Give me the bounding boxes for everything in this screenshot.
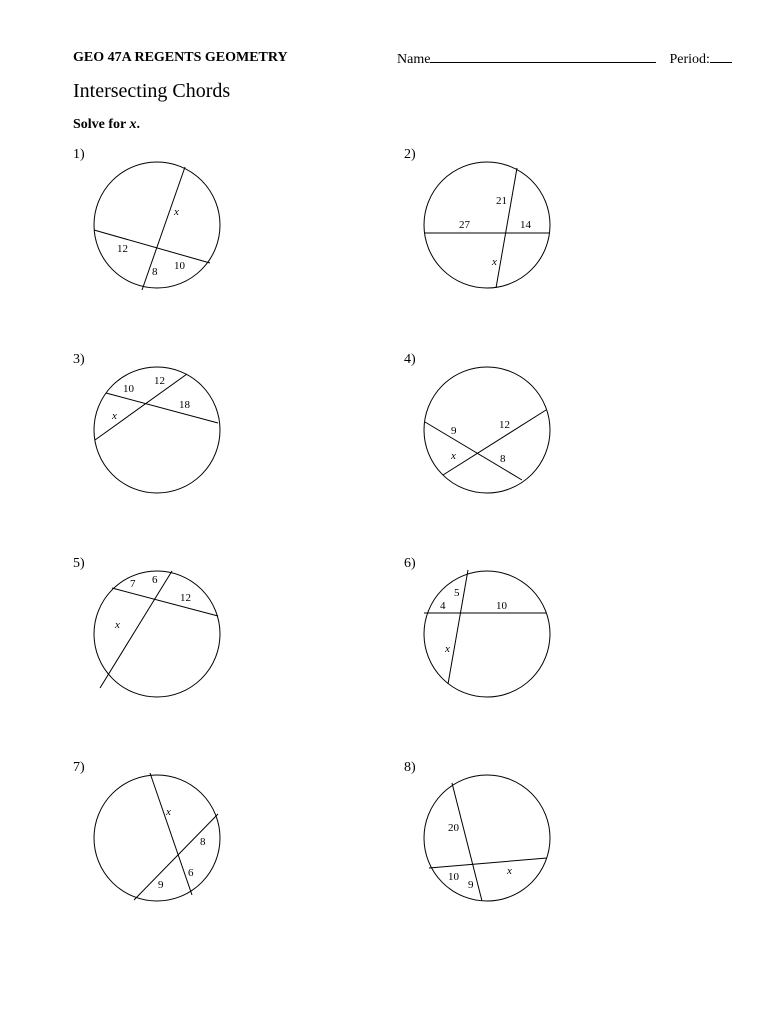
circle — [424, 571, 550, 697]
chord — [429, 858, 547, 868]
segment-label: 6 — [188, 867, 194, 879]
course-title: GEO 47A REGENTS GEOMETRY — [73, 50, 288, 65]
chord — [112, 588, 218, 616]
segment-label: 10 — [496, 600, 507, 612]
segment-label: 9 — [158, 879, 164, 891]
segment-label: x — [492, 256, 497, 268]
name-blank[interactable] — [430, 50, 656, 63]
circle — [94, 571, 220, 697]
problem-1-diagram — [90, 157, 225, 295]
problem-7-diagram — [90, 770, 225, 908]
chord — [496, 168, 517, 288]
problem-8-diagram — [420, 770, 555, 908]
segment-label: x — [451, 450, 456, 462]
chord — [94, 230, 210, 263]
problem-number-3: 3) — [73, 352, 85, 367]
problem-number-1: 1) — [73, 147, 85, 162]
problem-number-5: 5) — [73, 556, 85, 571]
problem-5-diagram — [90, 566, 225, 704]
student-info — [397, 50, 732, 68]
worksheet-title: Intersecting Chords — [73, 80, 231, 102]
problem-number-7: 7) — [73, 760, 85, 775]
problem-4-diagram — [420, 362, 555, 500]
segment-label: 21 — [496, 195, 507, 207]
instructions: Solve for x. — [73, 117, 141, 132]
segment-label: 8 — [500, 453, 506, 465]
circle — [424, 775, 550, 901]
segment-label: 12 — [499, 419, 510, 431]
segment-label: 12 — [117, 243, 128, 255]
segment-label: 10 — [448, 871, 459, 883]
problem-number-8: 8) — [404, 760, 416, 775]
chord — [106, 393, 218, 423]
circle — [424, 162, 550, 288]
segment-label: x — [115, 619, 120, 631]
period-label: Period: — [669, 52, 710, 67]
chord — [95, 374, 187, 440]
name-label: Name — [397, 52, 431, 67]
segment-label: 20 — [448, 822, 459, 834]
segment-label: 12 — [154, 375, 165, 387]
segment-label: 7 — [130, 578, 136, 590]
chord — [134, 814, 218, 900]
segment-label: x — [174, 206, 179, 218]
problem-number-2: 2) — [404, 147, 416, 162]
segment-label: x — [445, 643, 450, 655]
segment-label: 4 — [440, 600, 446, 612]
problem-6-diagram — [420, 566, 555, 704]
segment-label: 9 — [451, 425, 457, 437]
segment-label: 8 — [200, 836, 206, 848]
problem-number-6: 6) — [404, 556, 416, 571]
segment-label: 8 — [152, 266, 158, 278]
segment-label: 9 — [468, 879, 474, 891]
segment-label: x — [166, 806, 171, 818]
segment-label: 10 — [123, 383, 134, 395]
segment-label: 10 — [174, 260, 185, 272]
problem-number-4: 4) — [404, 352, 416, 367]
chord — [100, 571, 172, 688]
instruction-variable: x — [129, 117, 137, 132]
segment-label: x — [507, 865, 512, 877]
segment-label: 14 — [520, 219, 531, 231]
period-blank[interactable] — [710, 50, 732, 63]
problem-2-diagram — [420, 157, 555, 295]
segment-label: x — [112, 410, 117, 422]
chord — [452, 783, 482, 901]
segment-label: 18 — [179, 399, 190, 411]
segment-label: 5 — [454, 587, 460, 599]
circle — [424, 367, 550, 493]
problem-3-diagram — [90, 362, 225, 500]
segment-label: 6 — [152, 574, 158, 586]
segment-label: 12 — [180, 592, 191, 604]
segment-label: 27 — [459, 219, 470, 231]
